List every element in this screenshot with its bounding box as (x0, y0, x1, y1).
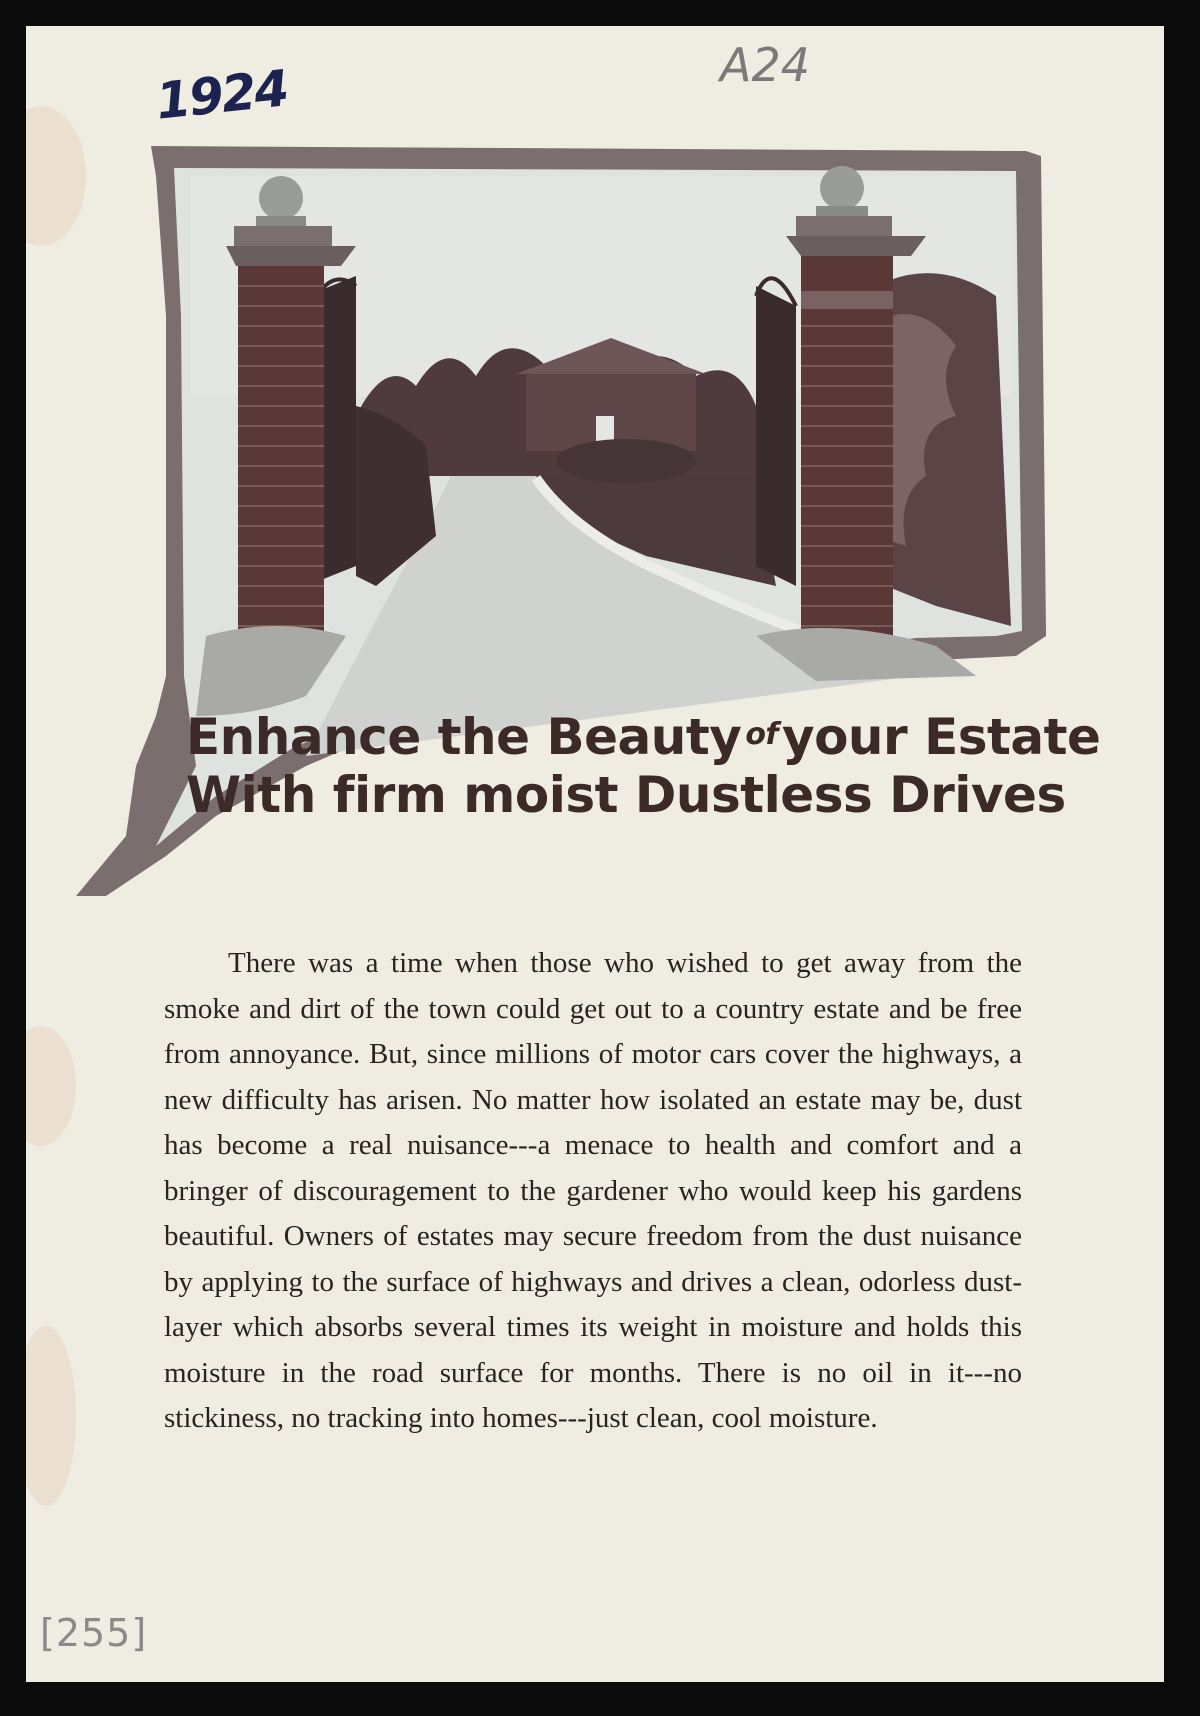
paper-stain (26, 1326, 76, 1506)
headline-line-2: With firm moist Dustless Drives (186, 766, 1066, 824)
headline-of: of (745, 717, 778, 752)
headline-line-1 (186, 706, 1101, 766)
handwritten-year: 1924 (153, 59, 290, 131)
paper-stain (26, 1026, 76, 1146)
headline-text: Enhance the Beauty (186, 708, 742, 766)
right-gate (756, 278, 796, 586)
brochure-page (26, 26, 1164, 1682)
headline-text: your Estate (781, 708, 1101, 766)
shrub (556, 439, 696, 483)
headline (186, 706, 1101, 824)
archive-mark: [255] (40, 1611, 148, 1655)
handwritten-code: A24 (720, 38, 811, 92)
body-paragraph: There was a time when those who wished to get away from the smoke and dirt of the town could get out to a country estate and be free from annoyance. But, since millions of motor cars cover the highways, a new difficulty has arisen. No matter how isolated an estate may be, dust has become a real nuisance---a menace to health and comfort and a bringer of discouragement to the gardener who would keep his gardens beautiful. Owners of estates may secure freedom from the dust nuisance by applying to the surface of highways and drives a clean, odorless dust-layer which absorbs several times its weight in moisture and holds this moisture in the road surface for months. There is no oil in it---no stickiness, no tracking into homes---just clean, cool moisture. (164, 947, 1022, 1434)
